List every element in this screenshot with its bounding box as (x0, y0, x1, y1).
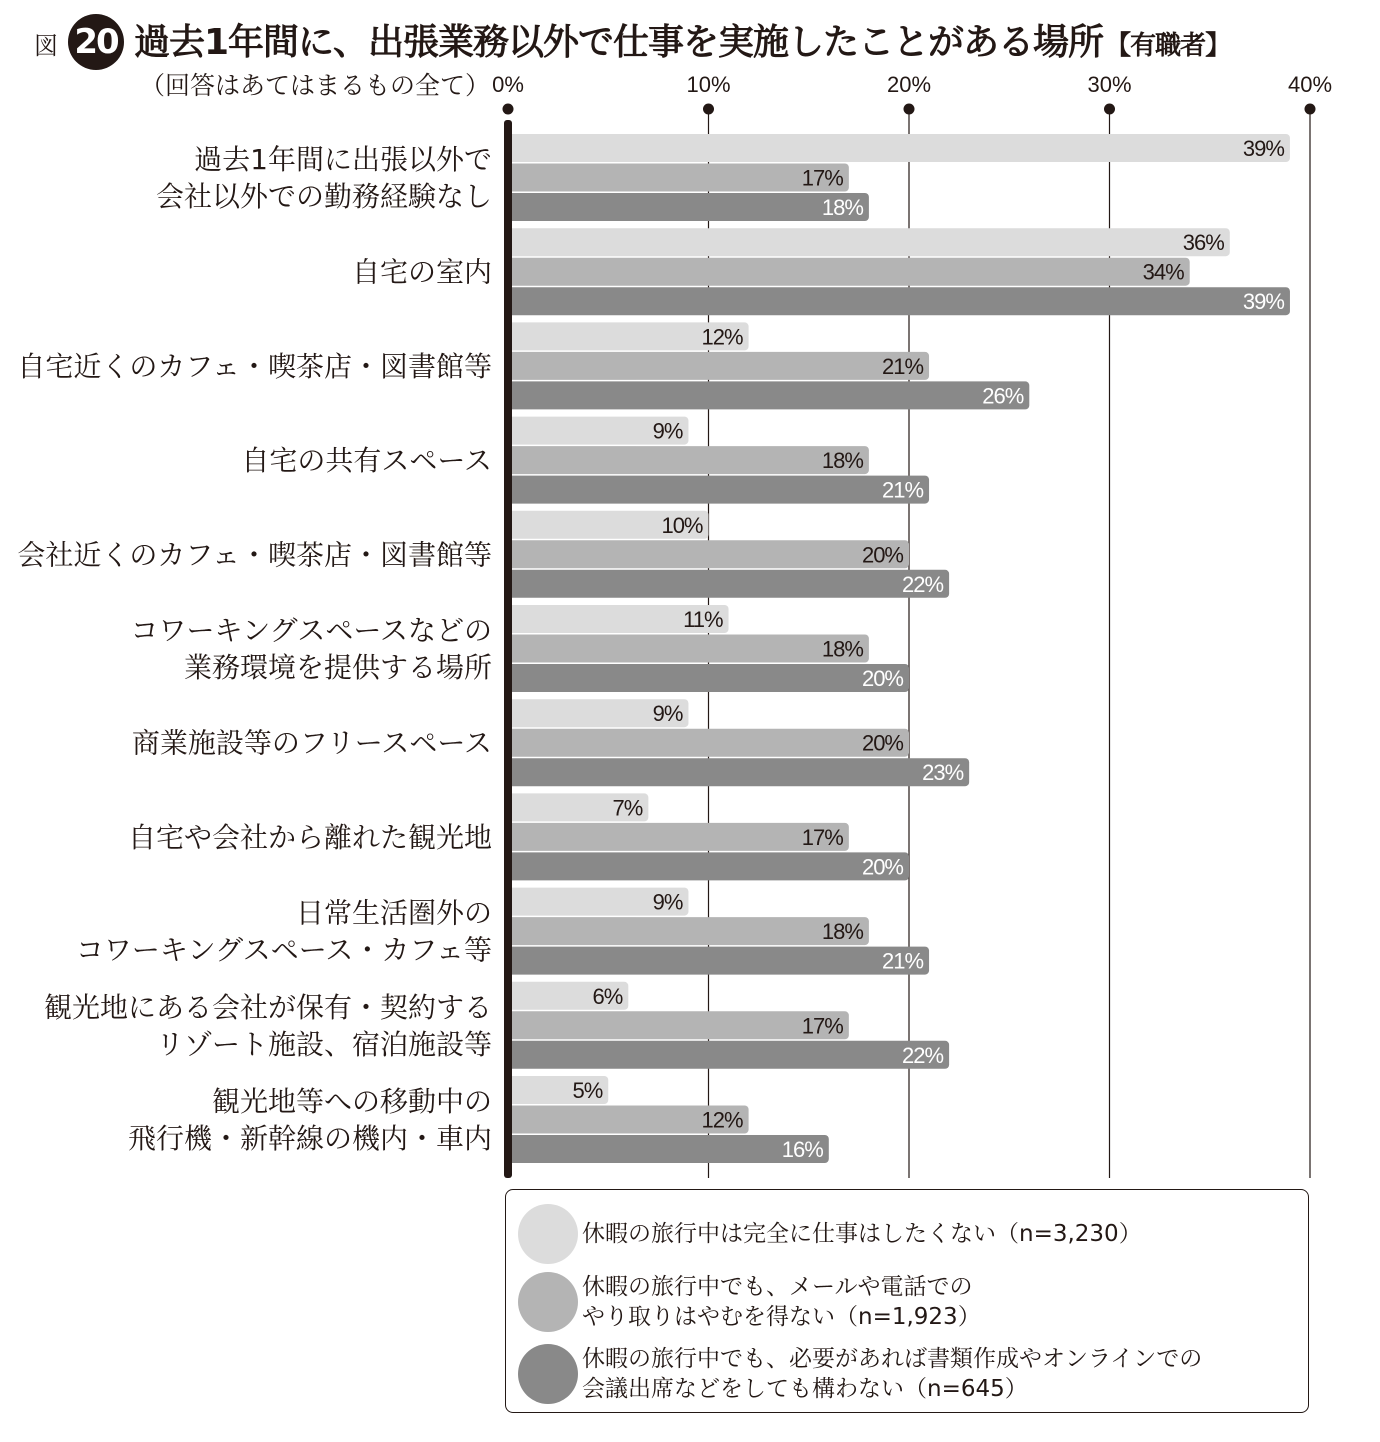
bar (508, 258, 1190, 286)
bar (508, 852, 909, 880)
legend-swatch-3 (518, 1344, 578, 1404)
category-label-line: コワーキングスペース・カフェ等 (75, 933, 492, 967)
category-label-line: 過去1年間に出張以外で (194, 143, 492, 176)
bar-value-label: 26% (982, 383, 1024, 409)
category-label-line: 自宅近くのカフェ・喫茶店・図書館等 (17, 349, 492, 383)
bar-value-label: 12% (701, 324, 743, 350)
category-label (76, 897, 492, 967)
legend-swatch-1 (518, 1204, 578, 1264)
category-label (128, 821, 492, 854)
bar-value-label: 22% (902, 571, 944, 597)
bar-value-label: 39% (1242, 289, 1284, 315)
chart-subtitle: （回答はあてはまるもの全て） (140, 71, 491, 100)
chart-title-suffix: 【有職者】 (1105, 31, 1231, 61)
category-label-line: 観光地等への移動中の (211, 1085, 492, 1118)
bar (508, 287, 1290, 315)
x-tick-label: 0% (492, 72, 524, 97)
bar (508, 164, 849, 192)
tick-dot (904, 104, 915, 115)
category-label-line: コワーキングスペースなどの (130, 614, 492, 647)
chart-legend (505, 1189, 1309, 1413)
bar-value-label: 17% (801, 165, 843, 191)
bar (508, 352, 929, 380)
bar-value-label: 23% (922, 760, 964, 786)
bar (508, 664, 909, 692)
bar-value-label: 21% (882, 353, 924, 379)
bar (508, 758, 969, 786)
category-label-line: 飛行機・新幹線の機内・車内 (127, 1122, 492, 1155)
bar-value-label: 17% (801, 824, 843, 850)
bar-value-label: 20% (861, 854, 903, 880)
category-label-line: リゾート施設、宿泊施設等 (155, 1027, 492, 1061)
bar (508, 635, 869, 663)
category-label (132, 727, 492, 760)
category-label-line: 観光地にある会社が保有・契約する (43, 990, 492, 1024)
bar (508, 540, 909, 568)
tick-dot (503, 104, 514, 115)
bar-value-label: 18% (821, 636, 863, 662)
category-label (17, 538, 492, 571)
bar-value-label: 18% (821, 919, 863, 945)
bar (508, 134, 1290, 162)
bar-value-label: 6% (592, 983, 623, 1009)
category-label (241, 444, 492, 477)
bar (508, 570, 949, 598)
bar-value-label: 17% (801, 1013, 843, 1039)
bar (508, 917, 869, 945)
bar-value-label: 7% (612, 795, 643, 821)
legend-swatch-2 (518, 1272, 578, 1332)
bar (508, 1011, 849, 1039)
bar-value-label: 11% (683, 607, 723, 632)
category-label (131, 614, 492, 684)
category-label-line: 日常生活圏外の (295, 896, 492, 930)
chart-title-text: 過去1年間に、出張業務以外で仕事を実施したことがある場所 (134, 22, 1104, 63)
tick-dot (1305, 104, 1316, 115)
bar (508, 1135, 829, 1163)
bar (508, 729, 909, 757)
category-label-line: 自宅や会社から離れた観光地 (127, 820, 492, 854)
bar-value-label: 9% (652, 889, 683, 915)
category-label-line: 会社近くのカフェ・喫茶店・図書館等 (17, 538, 492, 572)
category-label-line: 自宅の共有スペース (241, 444, 492, 478)
category-label (156, 143, 492, 213)
bar-value-label: 12% (701, 1107, 743, 1133)
figure-label: 図 (34, 32, 58, 60)
x-tick-label: 10% (686, 72, 731, 97)
category-label-line: 業務環境を提供する場所 (183, 651, 492, 684)
figure-number-badge: 20 (68, 14, 124, 70)
bar-value-label: 34% (1142, 259, 1184, 285)
bar (508, 193, 869, 221)
bar-value-label: 39% (1242, 136, 1284, 161)
bar-value-label: 10% (661, 512, 703, 538)
category-label-line: 会社以外での勤務経験なし (155, 180, 492, 213)
legend-label-1: 休暇の旅行中は完全に仕事はしたくない（n=3,230） (582, 1221, 1142, 1247)
bar (508, 228, 1230, 256)
bar-value-label: 16% (781, 1137, 823, 1162)
bar-value-label: 21% (882, 948, 924, 974)
category-label-line: 自宅の室内 (351, 255, 492, 289)
legend-label-2: 休暇の旅行中でも、メールや電話での やり取りはやむを得ない（n=1,923） (582, 1274, 981, 1330)
category-label-line: 商業施設等のフリースペース (131, 726, 492, 760)
bar-value-label: 36% (1182, 230, 1224, 256)
category-label (128, 1085, 492, 1155)
bar-value-label: 9% (652, 418, 683, 444)
legend-label-3: 休暇の旅行中でも、必要があれば書類作成やオンラインでの 会議出席などをしても構わない（n=645） (582, 1346, 1203, 1402)
bar-value-label: 5% (572, 1078, 603, 1103)
bar-value-label: 22% (902, 1042, 944, 1068)
bar-value-label: 18% (821, 448, 863, 474)
bar (508, 381, 1029, 409)
legend-item-1 (518, 1204, 1142, 1264)
category-label (352, 256, 492, 289)
x-tick-label: 40% (1287, 72, 1333, 97)
bar (508, 476, 929, 504)
bar-value-label: 18% (821, 195, 863, 220)
y-axis-line (504, 120, 512, 1178)
x-tick-label: 30% (1087, 72, 1132, 97)
category-label (44, 991, 492, 1061)
legend-item-3 (518, 1344, 1202, 1404)
bar-value-label: 9% (652, 701, 683, 727)
bar-value-label: 20% (861, 666, 903, 691)
bar-value-label: 21% (882, 477, 924, 503)
tick-dot (1104, 104, 1115, 115)
legend-item-2 (518, 1272, 981, 1332)
bar (508, 446, 869, 474)
x-tick-label: 20% (886, 72, 932, 97)
tick-dot (703, 104, 714, 115)
bar (508, 1041, 949, 1069)
bar (508, 947, 929, 975)
bar-value-label: 20% (861, 542, 903, 568)
bar (508, 823, 849, 851)
category-label (17, 350, 492, 383)
bar-value-label: 20% (861, 730, 903, 756)
